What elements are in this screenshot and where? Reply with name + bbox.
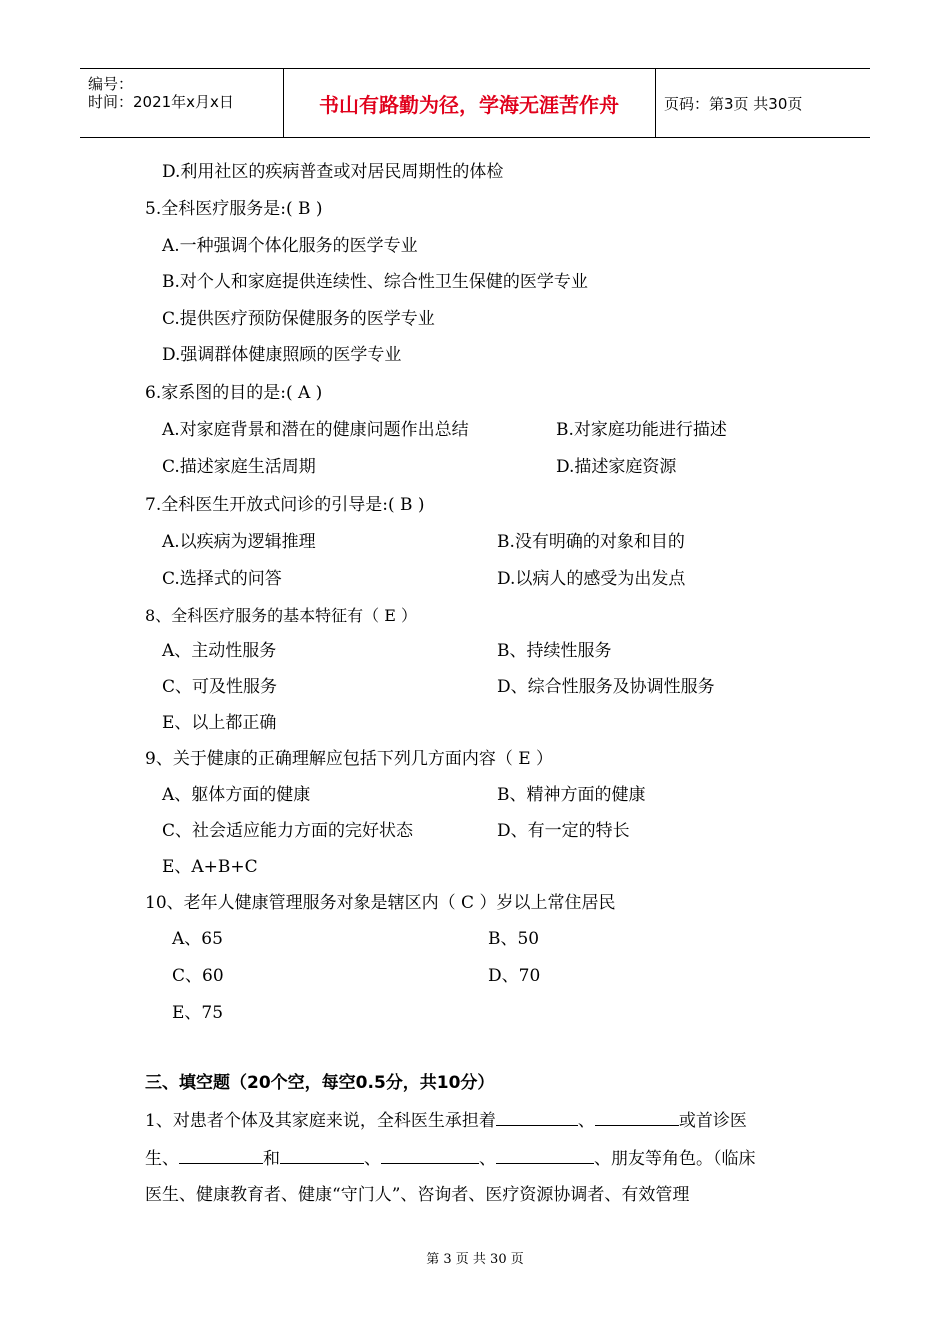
answer-blank[interactable] [496,1147,594,1164]
fill1-sep-2: 、 [364,1149,381,1169]
fill1-text-2: 或首诊医 [678,1111,747,1131]
q8-option-b: B、持续性服务 [497,641,612,661]
answer-blank[interactable] [595,1109,679,1126]
q6-stem: 6.家系图的目的是:( A ) [145,383,323,403]
section-fill-in-title: 三、填空题（20个空，每空0.5分，共10分） [145,1073,495,1093]
q6-option-c: C.描述家庭生活周期 [162,457,316,477]
q7-option-b: B.没有明确的对象和目的 [497,532,685,552]
fill1-line3: 医生、健康教育者、健康“守门人”、咨询者、医疗资源协调者、有效管理 [145,1185,690,1205]
q10-option-c: C、60 [172,966,224,986]
fill1-sep-3: 、 [479,1149,496,1169]
q9-option-a: A、躯体方面的健康 [162,785,311,805]
q6-option-b: B.对家庭功能进行描述 [556,420,727,440]
fill1-text-4: 和 [263,1149,280,1169]
fill1-line1 [145,1109,747,1132]
answer-blank[interactable] [280,1147,364,1164]
q10-option-e: E、75 [172,1003,224,1023]
q4-option-d: D.利用社区的疾病普查或对居民周期性的体检 [162,162,504,182]
q10-option-b: B、50 [488,929,540,949]
answer-blank[interactable] [381,1147,479,1164]
q6-option-a: A.对家庭背景和潜在的健康问题作出总结 [162,420,469,440]
q9-option-d: D、有一定的特长 [497,821,630,841]
q9-stem: 9、关于健康的正确理解应包括下列几方面内容（ E ） [145,749,554,769]
q7-stem: 7.全科医生开放式问诊的引导是:( B ) [145,495,425,515]
q5-stem: 5.全科医疗服务是:( B ) [145,199,323,219]
q8-option-a: A、主动性服务 [162,641,277,661]
fill1-text-5: 、朋友等角色。（临床 [594,1149,756,1169]
q9-option-b: B、精神方面的健康 [497,785,646,805]
header-motto: 书山有路勤为径，学海无涯苦作舟 [283,69,656,137]
q9-option-e: E、A+B+C [162,857,258,877]
answer-blank[interactable] [496,1109,578,1126]
page-header [80,68,870,138]
q10-option-d: D、70 [488,966,541,986]
q5-option-d: D.强调群体健康照顾的医学专业 [162,345,402,365]
fill1-text-3: 生、 [145,1149,179,1169]
fill1-text-1: 1、对患者个体及其家庭来说，全科医生承担着 [145,1111,496,1131]
q9-option-c: C、社会适应能力方面的完好状态 [162,821,414,841]
q5-option-a: A.一种强调个体化服务的医学专业 [162,236,418,256]
time-label: 时间：2021年x月x日 [88,93,234,111]
page-footer: 第 3 页 共 30 页 [426,1252,524,1267]
q7-option-a: A.以疾病为逻辑推理 [162,532,316,552]
answer-blank[interactable] [179,1147,263,1164]
number-label: 编号： [88,75,134,93]
q8-stem: 8、全科医疗服务的基本特征有（ E ） [145,606,418,625]
q7-option-d: D.以病人的感受为出发点 [497,569,686,589]
header-page-label: 页码：第3页 共30页 [664,94,803,113]
fill1-sep-1: 、 [577,1111,595,1131]
q7-option-c: C.选择式的问答 [162,569,282,589]
q8-option-e: E、以上都正确 [162,713,277,733]
q5-option-c: C.提供医疗预防保健服务的医学专业 [162,309,435,329]
q6-option-d: D.描述家庭资源 [556,457,677,477]
q10-option-a: A、65 [172,929,223,949]
q8-option-c: C、可及性服务 [162,677,278,697]
q5-option-b: B.对个人和家庭提供连续性、综合性卫生保健的医学专业 [162,272,588,292]
header-meta [80,69,284,137]
fill1-line2 [145,1147,756,1170]
q10-stem: 10、老年人健康管理服务对象是辖区内（ C ）岁以上常住居民 [145,893,616,913]
q8-option-d: D、综合性服务及协调性服务 [497,677,715,697]
